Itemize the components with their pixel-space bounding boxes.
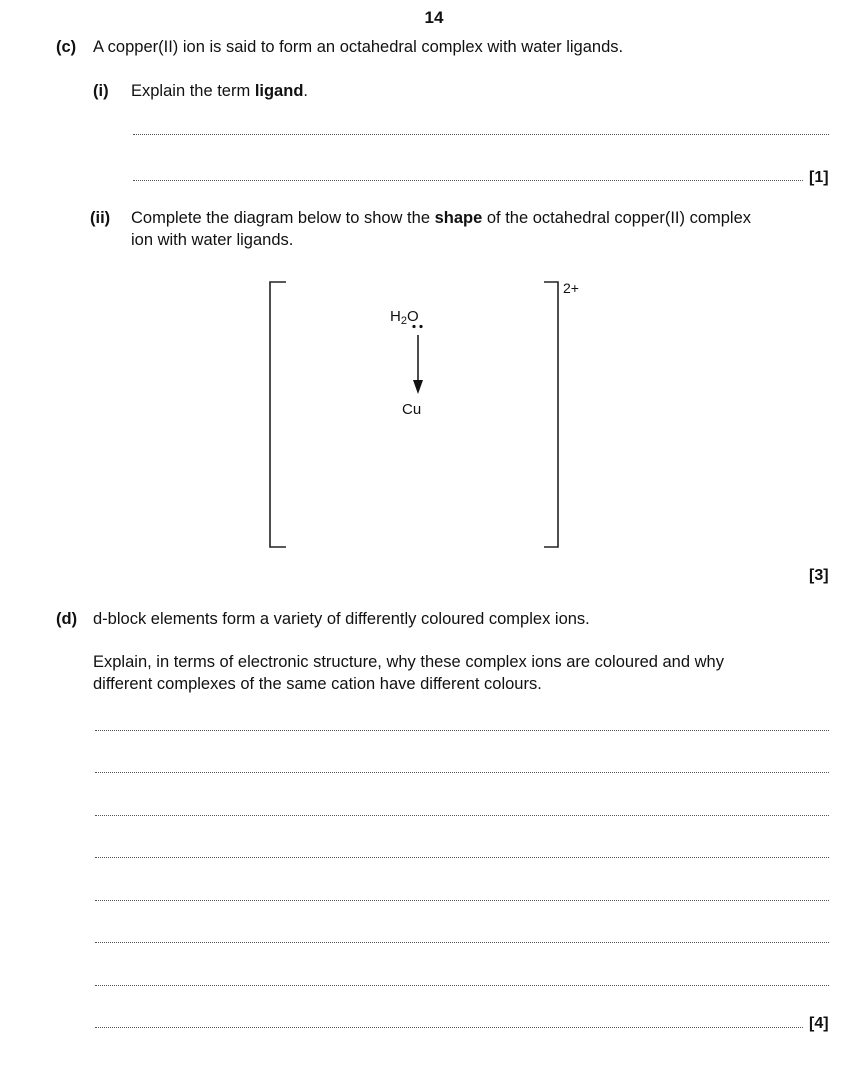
page-number: 14 xyxy=(424,8,444,27)
subquestion-i-label: (i) xyxy=(93,82,109,100)
water-subscript: 2 xyxy=(400,315,407,327)
answer-line-c-i-2[interactable] xyxy=(133,180,803,181)
copper-center-label: Cu xyxy=(402,401,422,418)
mark-d: [4] xyxy=(809,1015,829,1032)
subquestion-ii-label: (ii) xyxy=(90,209,111,227)
question-d-text: d-block elements form a variety of differently coloured complex ions. xyxy=(93,610,590,628)
lone-pair-dot-right xyxy=(419,325,422,328)
water-o: O xyxy=(406,308,419,325)
dative-bond-arrowhead-icon xyxy=(413,380,423,394)
subquestion-i-text-after: . xyxy=(303,82,308,100)
term-ligand: ligand xyxy=(254,82,304,100)
right-bracket xyxy=(544,282,558,547)
answer-line-d-6[interactable] xyxy=(95,942,829,943)
mark-c-i: [1] xyxy=(809,169,829,186)
question-c-label: (c) xyxy=(56,38,77,56)
answer-line-d-1[interactable] xyxy=(95,730,829,731)
answer-line-d-4[interactable] xyxy=(95,857,829,858)
water-h: H xyxy=(390,308,401,325)
complex-ion-diagram[interactable] xyxy=(262,276,602,556)
left-bracket xyxy=(270,282,286,547)
answer-line-d-7[interactable] xyxy=(95,985,829,986)
answer-line-d-3[interactable] xyxy=(95,815,829,816)
water-ligand-label xyxy=(390,308,419,327)
subquestion-ii-before: Complete the diagram below to show the xyxy=(131,209,435,227)
answer-line-d-8[interactable] xyxy=(95,1027,803,1028)
mark-c-ii: [3] xyxy=(809,567,829,584)
answer-line-c-i-1[interactable] xyxy=(133,134,829,135)
subquestion-i-text-before: Explain the term xyxy=(131,82,255,100)
question-d-label: (d) xyxy=(56,610,78,628)
question-d-prompt-line1: Explain, in terms of electronic structure, why these complex ions are coloured and why xyxy=(93,653,724,671)
diagram-svg xyxy=(262,276,602,556)
subquestion-ii-after: of the octahedral copper(II) complex xyxy=(482,209,752,227)
charge-label: 2+ xyxy=(563,280,579,296)
answer-line-d-2[interactable] xyxy=(95,772,829,773)
subquestion-i-text xyxy=(131,82,308,101)
question-c-text: A copper(II) ion is said to form an octahedral complex with water ligands. xyxy=(93,38,624,56)
term-shape: shape xyxy=(434,209,483,227)
question-d-prompt-line2: different complexes of the same cation have different colours. xyxy=(93,675,542,693)
subquestion-ii-text-line2: ion with water ligands. xyxy=(131,231,294,249)
subquestion-ii-text-line1 xyxy=(131,209,751,228)
answer-line-d-5[interactable] xyxy=(95,900,829,901)
